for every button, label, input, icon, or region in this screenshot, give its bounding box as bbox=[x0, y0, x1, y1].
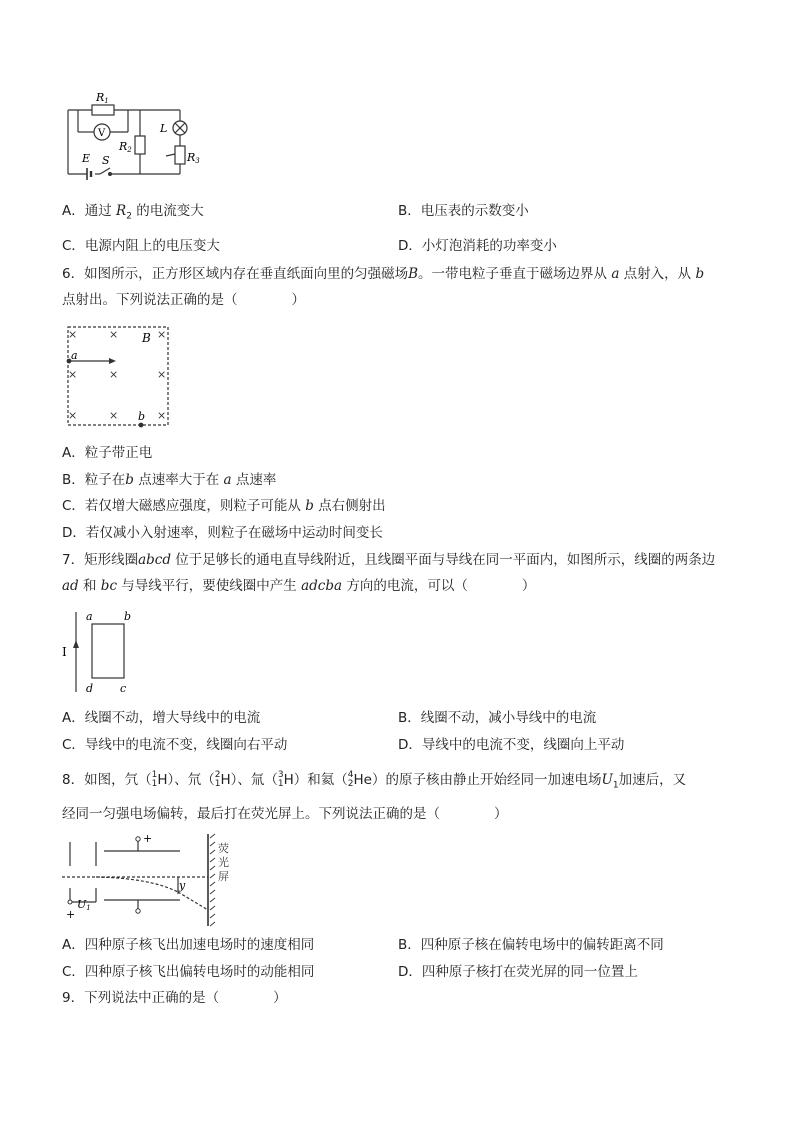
q7-option-b: B．线圈不动，减小导线中的电流 bbox=[398, 710, 597, 726]
q7-option-c: C．导线中的电流不变，线圈向右平动 bbox=[62, 737, 288, 753]
emf-label: E bbox=[82, 152, 91, 165]
field-cross: × bbox=[157, 368, 167, 381]
field-cross: × bbox=[157, 328, 167, 341]
q9-stem: 9．下列说法中正确的是（ ） bbox=[62, 990, 287, 1006]
r2-label: R2 bbox=[119, 140, 132, 154]
q5-option-c: C．电源内阻上的电压变大 bbox=[62, 238, 220, 254]
q6-stem-line1: 6．如图所示，正方形区域内存在垂直纸面向里的匀强磁场B。一带电粒子垂直于磁场边界从 a 点射入，从 b bbox=[62, 266, 705, 282]
lamp-label: L bbox=[160, 122, 168, 135]
q8-option-b: B．四种原子核在偏转电场中的偏转距离不同 bbox=[398, 937, 664, 953]
q8-option-a: A．四种原子核飞出加速电场时的速度相同 bbox=[62, 937, 315, 953]
exit-point-b: b bbox=[138, 410, 146, 423]
accelerating-plus: + bbox=[66, 908, 76, 921]
q8-option-c: C．四种原子核飞出偏转电场时的动能相同 bbox=[62, 964, 315, 980]
field-label-B: B bbox=[142, 331, 151, 345]
q8-stem-line1: 8．如图，氕（1 1H）、氘（2 1H）、氚（3 1H）和氦（4 2He）的原子核由静止开始经同一加速电场$U_1$加速后，又 bbox=[62, 770, 687, 791]
coil-corner-a: a bbox=[86, 610, 93, 623]
q6-option-a: A．粒子带正电 bbox=[62, 445, 153, 461]
field-cross: × bbox=[68, 368, 78, 381]
coil-corner-d: d bbox=[86, 682, 94, 695]
voltmeter-label: V bbox=[98, 128, 106, 139]
q5-option-a: A．通过 $R_2$ 的电流变大 bbox=[62, 203, 204, 222]
circuit-diagram bbox=[62, 88, 202, 188]
q7-stem-line1: 7．矩形线圈abcd 位于足够长的通电直导线附近，且线圈平面与导线在同一平面内，如图所示，线圈的两条边 bbox=[62, 552, 716, 568]
q7-stem-line2: ad 和 bc 与导线平行，要使线圈中产生 adcba 方向的电流，可以（ ） bbox=[62, 578, 536, 594]
q8-stem-line2: 经同一匀强电场偏转，最后打在荧光屏上。下列说法正确的是（ ） bbox=[62, 806, 508, 822]
switch-label: S bbox=[102, 154, 110, 167]
deflection-figure bbox=[60, 830, 240, 930]
field-cross: × bbox=[109, 409, 119, 422]
voltage-u1-label: U1 bbox=[77, 898, 91, 912]
top-plate-plus: + bbox=[143, 832, 153, 845]
r1-label: R1 bbox=[96, 91, 109, 105]
q6-stem-line2: 点射出。下列说法正确的是（ ） bbox=[62, 292, 305, 308]
entry-point-a: a bbox=[71, 349, 78, 362]
deflection-y-label: y bbox=[179, 879, 186, 892]
q5-option-d: D．小灯泡消耗的功率变小 bbox=[398, 238, 557, 254]
r3-label: R3 bbox=[187, 151, 200, 165]
coil-corner-c: c bbox=[120, 682, 127, 695]
q7-option-d: D．导线中的电流不变，线圈向上平动 bbox=[398, 737, 625, 753]
field-cross: × bbox=[157, 409, 167, 422]
screen-label-1: 荧 bbox=[218, 842, 229, 855]
field-cross: × bbox=[109, 368, 119, 381]
coil-corner-b: b bbox=[124, 610, 132, 623]
q6-option-d: D．若仅减小入射速率，则粒子在磁场中运动时间变长 bbox=[62, 525, 383, 541]
field-cross: × bbox=[68, 328, 78, 341]
q8-option-d: D．四种原子核打在荧光屏的同一位置上 bbox=[398, 964, 638, 980]
q6-option-c: C．若仅增大磁感应强度，则粒子可能从 b 点右侧射出 bbox=[62, 498, 386, 514]
q7-option-a: A．线圈不动，增大导线中的电流 bbox=[62, 710, 261, 726]
magnetic-field-figure bbox=[60, 322, 180, 432]
screen-label-2: 光 bbox=[218, 856, 229, 869]
wire-coil-figure bbox=[60, 606, 150, 698]
field-cross: × bbox=[109, 328, 119, 341]
q6-option-b: B．粒子在b 点速率大于在 a 点速率 bbox=[62, 472, 277, 488]
screen-label-3: 屏 bbox=[218, 870, 229, 883]
current-label: I bbox=[62, 645, 67, 659]
q5-option-b: B．电压表的示数变小 bbox=[398, 203, 529, 219]
field-cross: × bbox=[68, 409, 78, 422]
